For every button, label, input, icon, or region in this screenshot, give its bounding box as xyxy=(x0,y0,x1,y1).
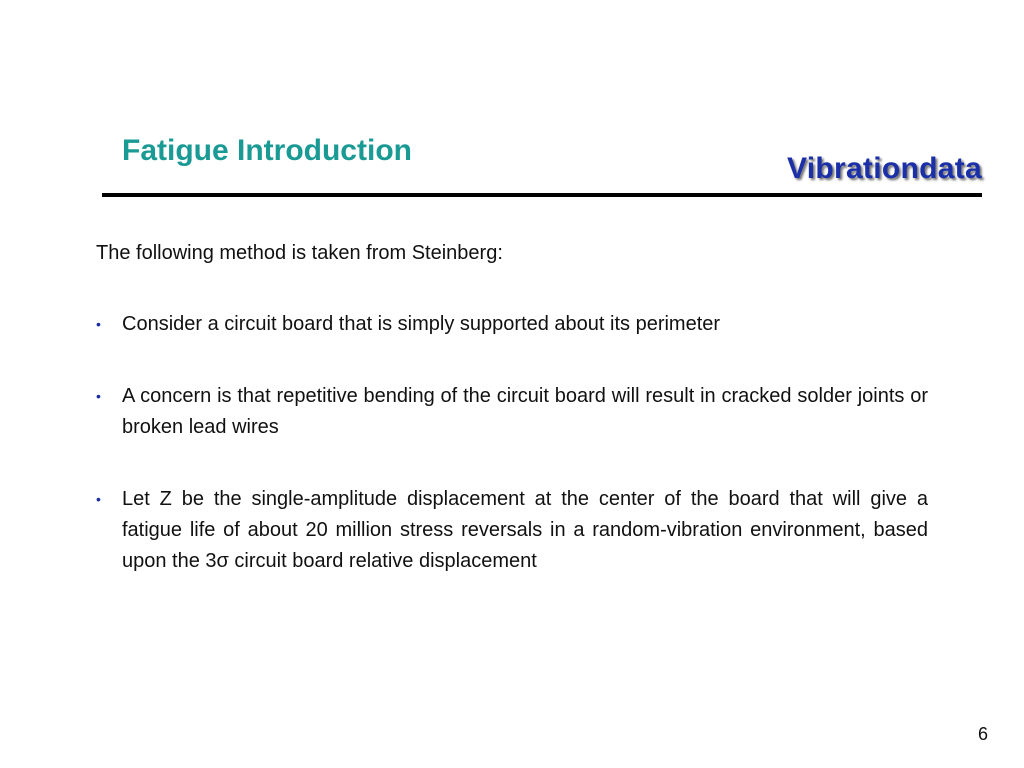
bullet-item xyxy=(96,309,928,340)
brand-logo-text: Vibrationdata xyxy=(786,152,982,185)
page-number: 6 xyxy=(977,724,988,744)
bullet-item xyxy=(96,381,928,443)
bullet-item xyxy=(96,484,928,577)
bullet-icon: • xyxy=(96,491,101,507)
intro-text: The following method is taken from Steinberg: xyxy=(96,242,503,264)
bullet-text: Let Z be the single-amplitude displacement at the center of the board that will give a fatigue life of about 20 million stress reversals in a random-vibration environment, based upon the 3σ circuit board relative displacement xyxy=(122,488,928,572)
title-divider xyxy=(102,193,982,197)
slide-body xyxy=(96,238,928,618)
bullet-icon: • xyxy=(96,316,101,332)
bullet-icon: • xyxy=(96,388,101,404)
bullet-text: A concern is that repetitive bending of the circuit board will result in cracked solder joints or broken lead wires xyxy=(122,385,928,438)
slide-title: Fatigue Introduction xyxy=(122,134,412,167)
bullet-text: Consider a circuit board that is simply supported about its perimeter xyxy=(122,313,721,335)
